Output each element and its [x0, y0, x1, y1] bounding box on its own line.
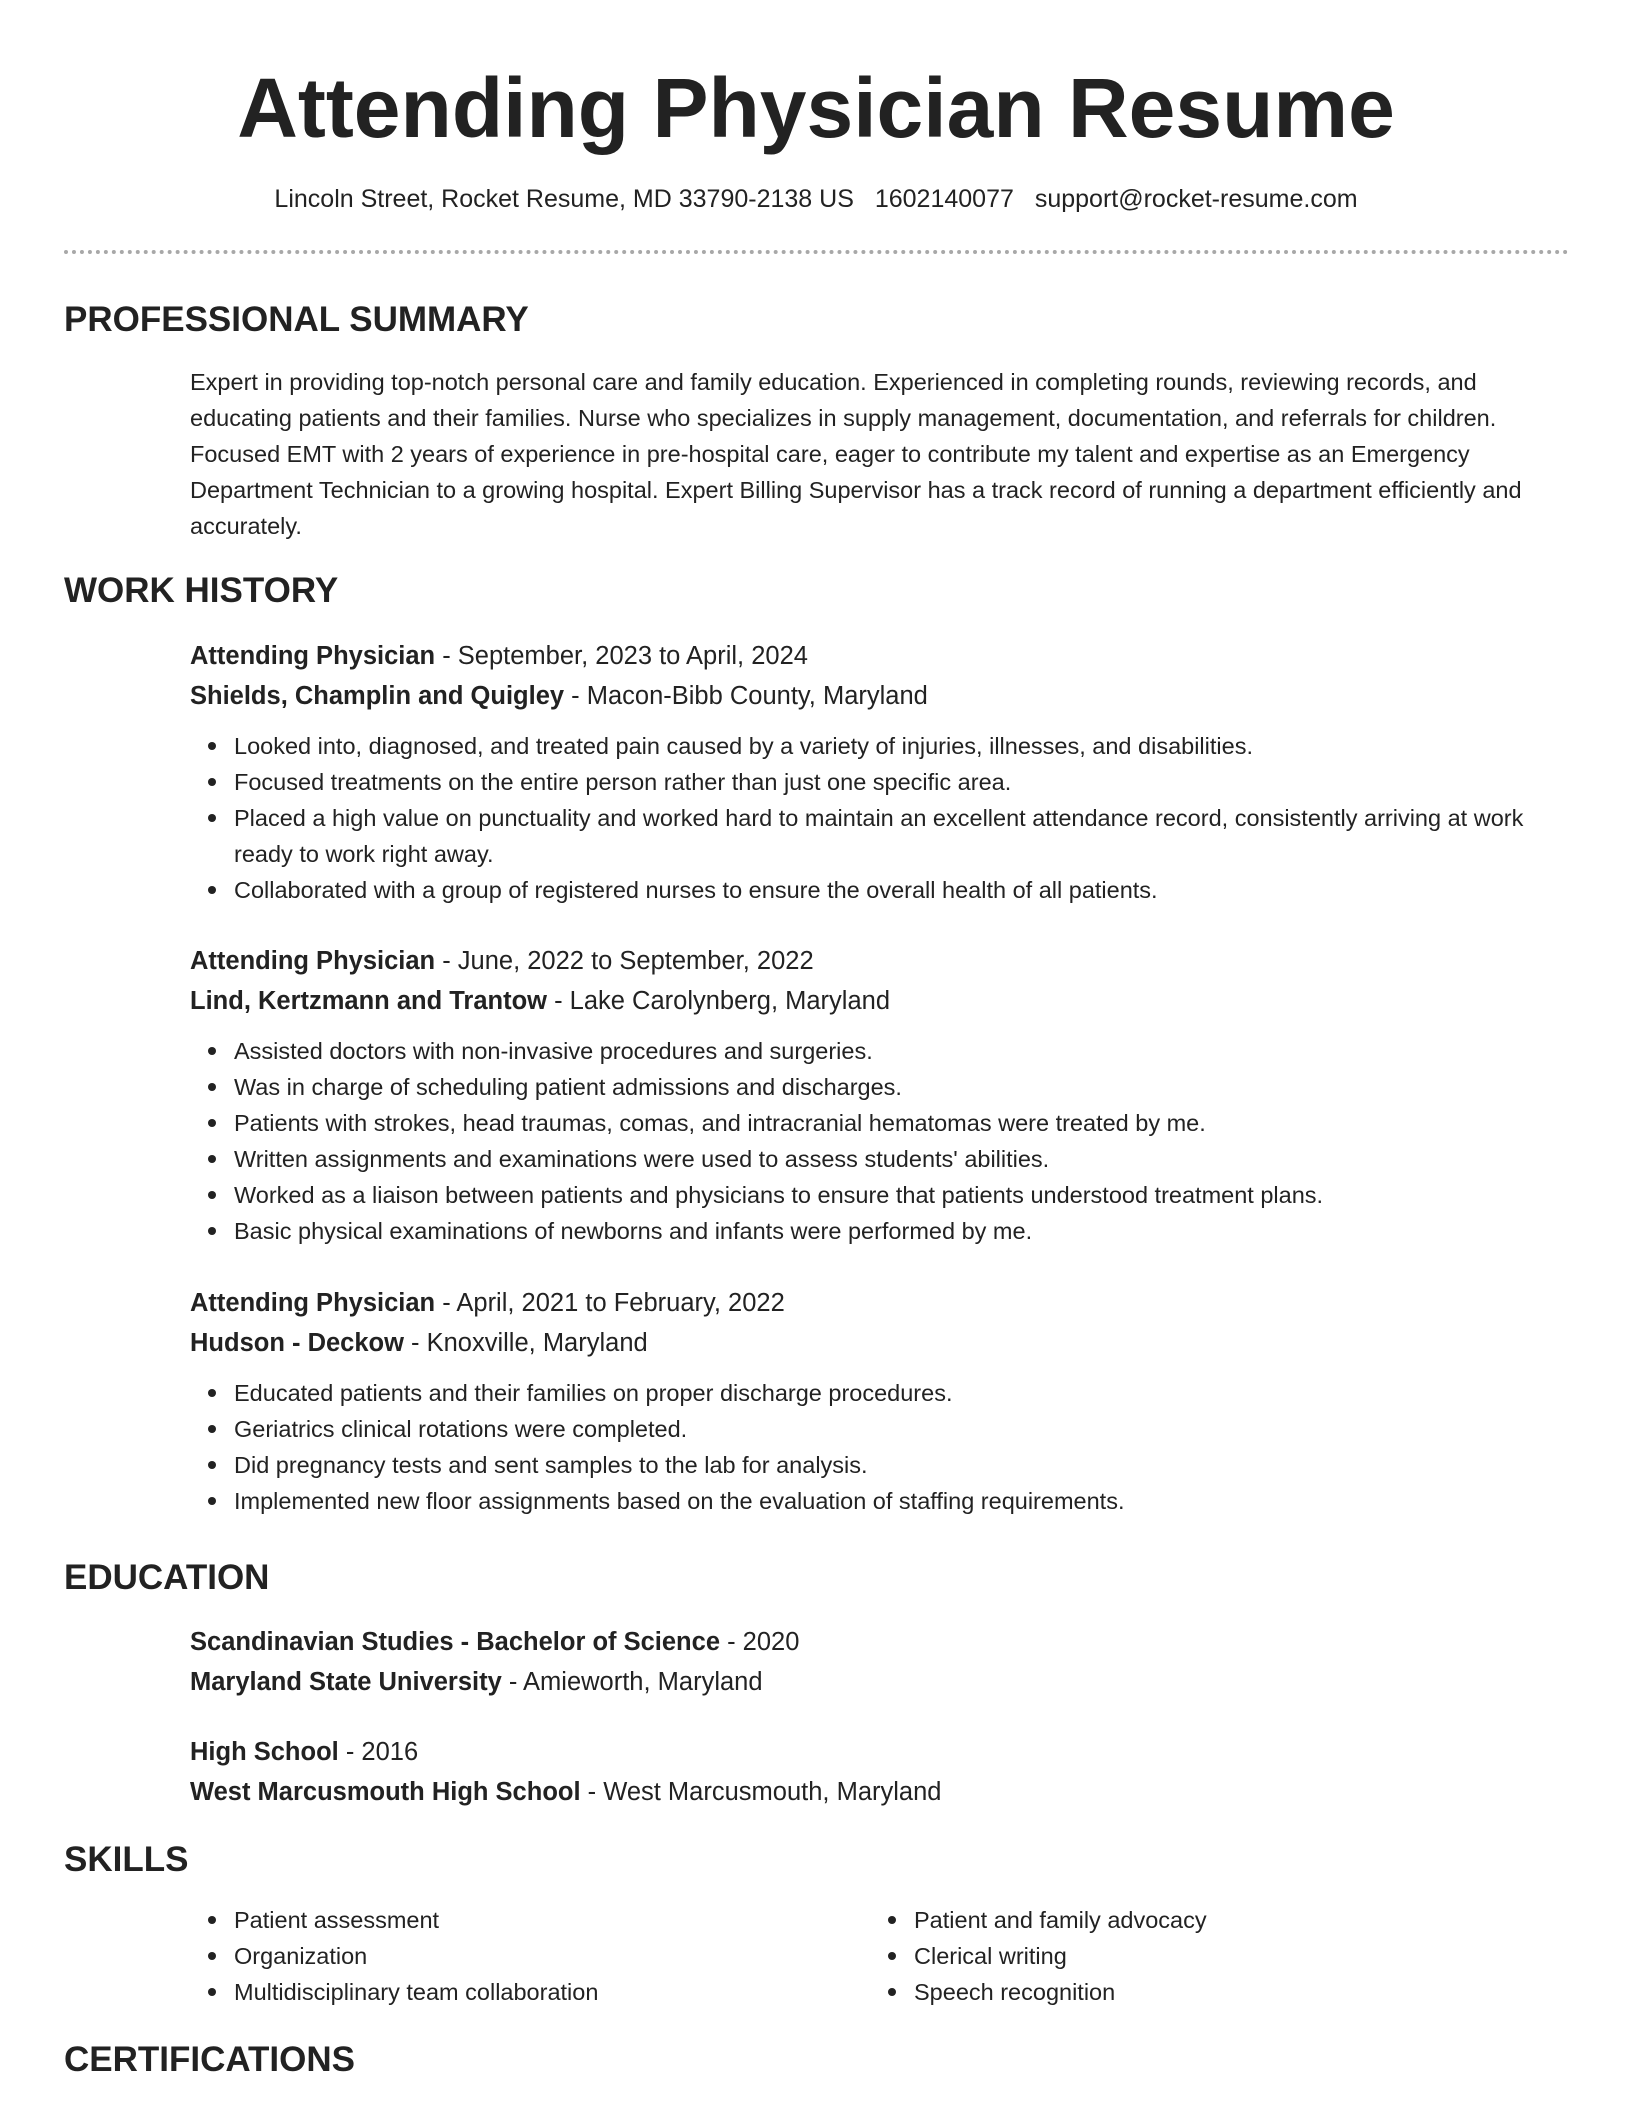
job-company-line	[190, 981, 1570, 1021]
skill-item: Multidisciplinary team collaboration	[234, 1974, 810, 2010]
list-item: Worked as a liaison between patients and physicians to ensure that patients understood treatment plans.	[234, 1177, 1570, 1213]
skill-item: Speech recognition	[914, 1974, 1490, 2010]
skills-column-right	[870, 1902, 1490, 2010]
contact-email: support@rocket-resume.com	[1034, 185, 1358, 213]
skill-item: Patient and family advocacy	[914, 1902, 1490, 1938]
job-entry	[190, 941, 1570, 1249]
job-location: - Macon-Bibb County, Maryland	[564, 682, 928, 710]
education-school: Maryland State University	[190, 1668, 502, 1696]
section-heading-certifications: CERTIFICATIONS	[64, 2040, 356, 2079]
contact-address: Lincoln Street, Rocket Resume, MD 33790-2138 US	[274, 185, 854, 213]
job-company: Lind, Kertzmann and Trantow	[190, 987, 548, 1015]
job-dates: - September, 2023 to April, 2024	[435, 642, 808, 670]
contact-line	[0, 182, 1632, 216]
page-title: Attending Physician Resume	[237, 61, 1395, 155]
list-item: Written assignments and examinations were used to assess students' abilities.	[234, 1141, 1570, 1177]
contact-phone: 1602140077	[874, 185, 1014, 213]
list-item: Educated patients and their families on proper discharge procedures.	[234, 1375, 1570, 1411]
job-bullets	[190, 728, 1570, 908]
education-degree: Scandinavian Studies - Bachelor of Science	[190, 1628, 720, 1656]
list-item: Basic physical examinations of newborns and infants were performed by me.	[234, 1213, 1570, 1249]
list-item: Looked into, diagnosed, and treated pain caused by a variety of injuries, illnesses, and disabilities.	[234, 728, 1570, 764]
skills-column-left	[190, 1902, 810, 2010]
job-company-line	[190, 676, 1570, 716]
list-item: Placed a high value on punctuality and worked hard to maintain an excellent attendance record, consistently arriving at work ready to work right away.	[234, 800, 1570, 872]
skill-item: Patient assessment	[234, 1902, 810, 1938]
section-heading-work: WORK HISTORY	[64, 571, 339, 610]
list-item: Did pregnancy tests and sent samples to the lab for analysis.	[234, 1447, 1570, 1483]
education-degree: High School	[190, 1738, 339, 1766]
section-heading-summary: PROFESSIONAL SUMMARY	[64, 300, 529, 339]
list-item: Collaborated with a group of registered nurses to ensure the overall health of all patients.	[234, 872, 1570, 908]
education-location: - Amieworth, Maryland	[501, 1668, 763, 1696]
job-title: Attending Physician	[190, 947, 436, 975]
job-company-line	[190, 1323, 1570, 1363]
job-entry	[190, 636, 1570, 908]
header-divider	[64, 250, 1569, 254]
education-location: - West Marcusmouth, Maryland	[580, 1778, 942, 1806]
job-title: Attending Physician	[190, 1289, 436, 1317]
summary-text: Expert in providing top-notch personal care and family education. Experienced in completing rounds, reviewing records, and educating patients and their families. Nurse who specializes in supply management, documentation, and referrals for children. Focused EMT with 2 years of experience in pre-hospital care, eager to contribute my talent and expertise as an Emergency Department Technician to a growing hospital. Expert Billing Supervisor has a track record of running a department efficiently and accurately.	[190, 369, 1522, 539]
skills-list-right	[870, 1902, 1490, 2010]
job-company: Shields, Champlin and Quigley	[190, 682, 565, 710]
skill-item: Organization	[234, 1938, 810, 1974]
education-year: - 2016	[338, 1738, 419, 1766]
list-item: Was in charge of scheduling patient admissions and discharges.	[234, 1069, 1570, 1105]
section-heading-education: EDUCATION	[64, 1558, 270, 1597]
skills-list-left	[190, 1902, 810, 2010]
education-entry	[190, 1732, 1570, 1812]
job-bullets	[190, 1033, 1570, 1249]
education-year: - 2020	[720, 1628, 800, 1656]
list-item: Geriatrics clinical rotations were completed.	[234, 1411, 1570, 1447]
job-location: - Knoxville, Maryland	[403, 1329, 648, 1357]
job-dates: - April, 2021 to February, 2022	[435, 1289, 785, 1317]
education-degree-line	[190, 1622, 1570, 1662]
job-bullets	[190, 1375, 1570, 1519]
education-degree-line	[190, 1732, 1570, 1772]
job-entry	[190, 1283, 1570, 1519]
job-dates: - June, 2022 to September, 2022	[435, 947, 814, 975]
job-title-line	[190, 636, 1570, 676]
education-school-line	[190, 1662, 1570, 1702]
section-heading-skills: SKILLS	[64, 1840, 189, 1879]
education-school-line	[190, 1772, 1570, 1812]
list-item: Patients with strokes, head traumas, comas, and intracranial hematomas were treated by me.	[234, 1105, 1570, 1141]
job-title-line	[190, 1283, 1570, 1323]
job-title: Attending Physician	[190, 642, 436, 670]
list-item: Focused treatments on the entire person rather than just one specific area.	[234, 764, 1570, 800]
skill-item: Clerical writing	[914, 1938, 1490, 1974]
job-company: Hudson - Deckow	[190, 1329, 404, 1357]
list-item: Assisted doctors with non-invasive procedures and surgeries.	[234, 1033, 1570, 1069]
education-school: West Marcusmouth High School	[190, 1778, 581, 1806]
summary-block	[190, 364, 1570, 544]
job-location: - Lake Carolynberg, Maryland	[547, 987, 891, 1015]
job-title-line	[190, 941, 1570, 981]
education-entry	[190, 1622, 1570, 1702]
list-item: Implemented new floor assignments based on the evaluation of staffing requirements.	[234, 1483, 1570, 1519]
